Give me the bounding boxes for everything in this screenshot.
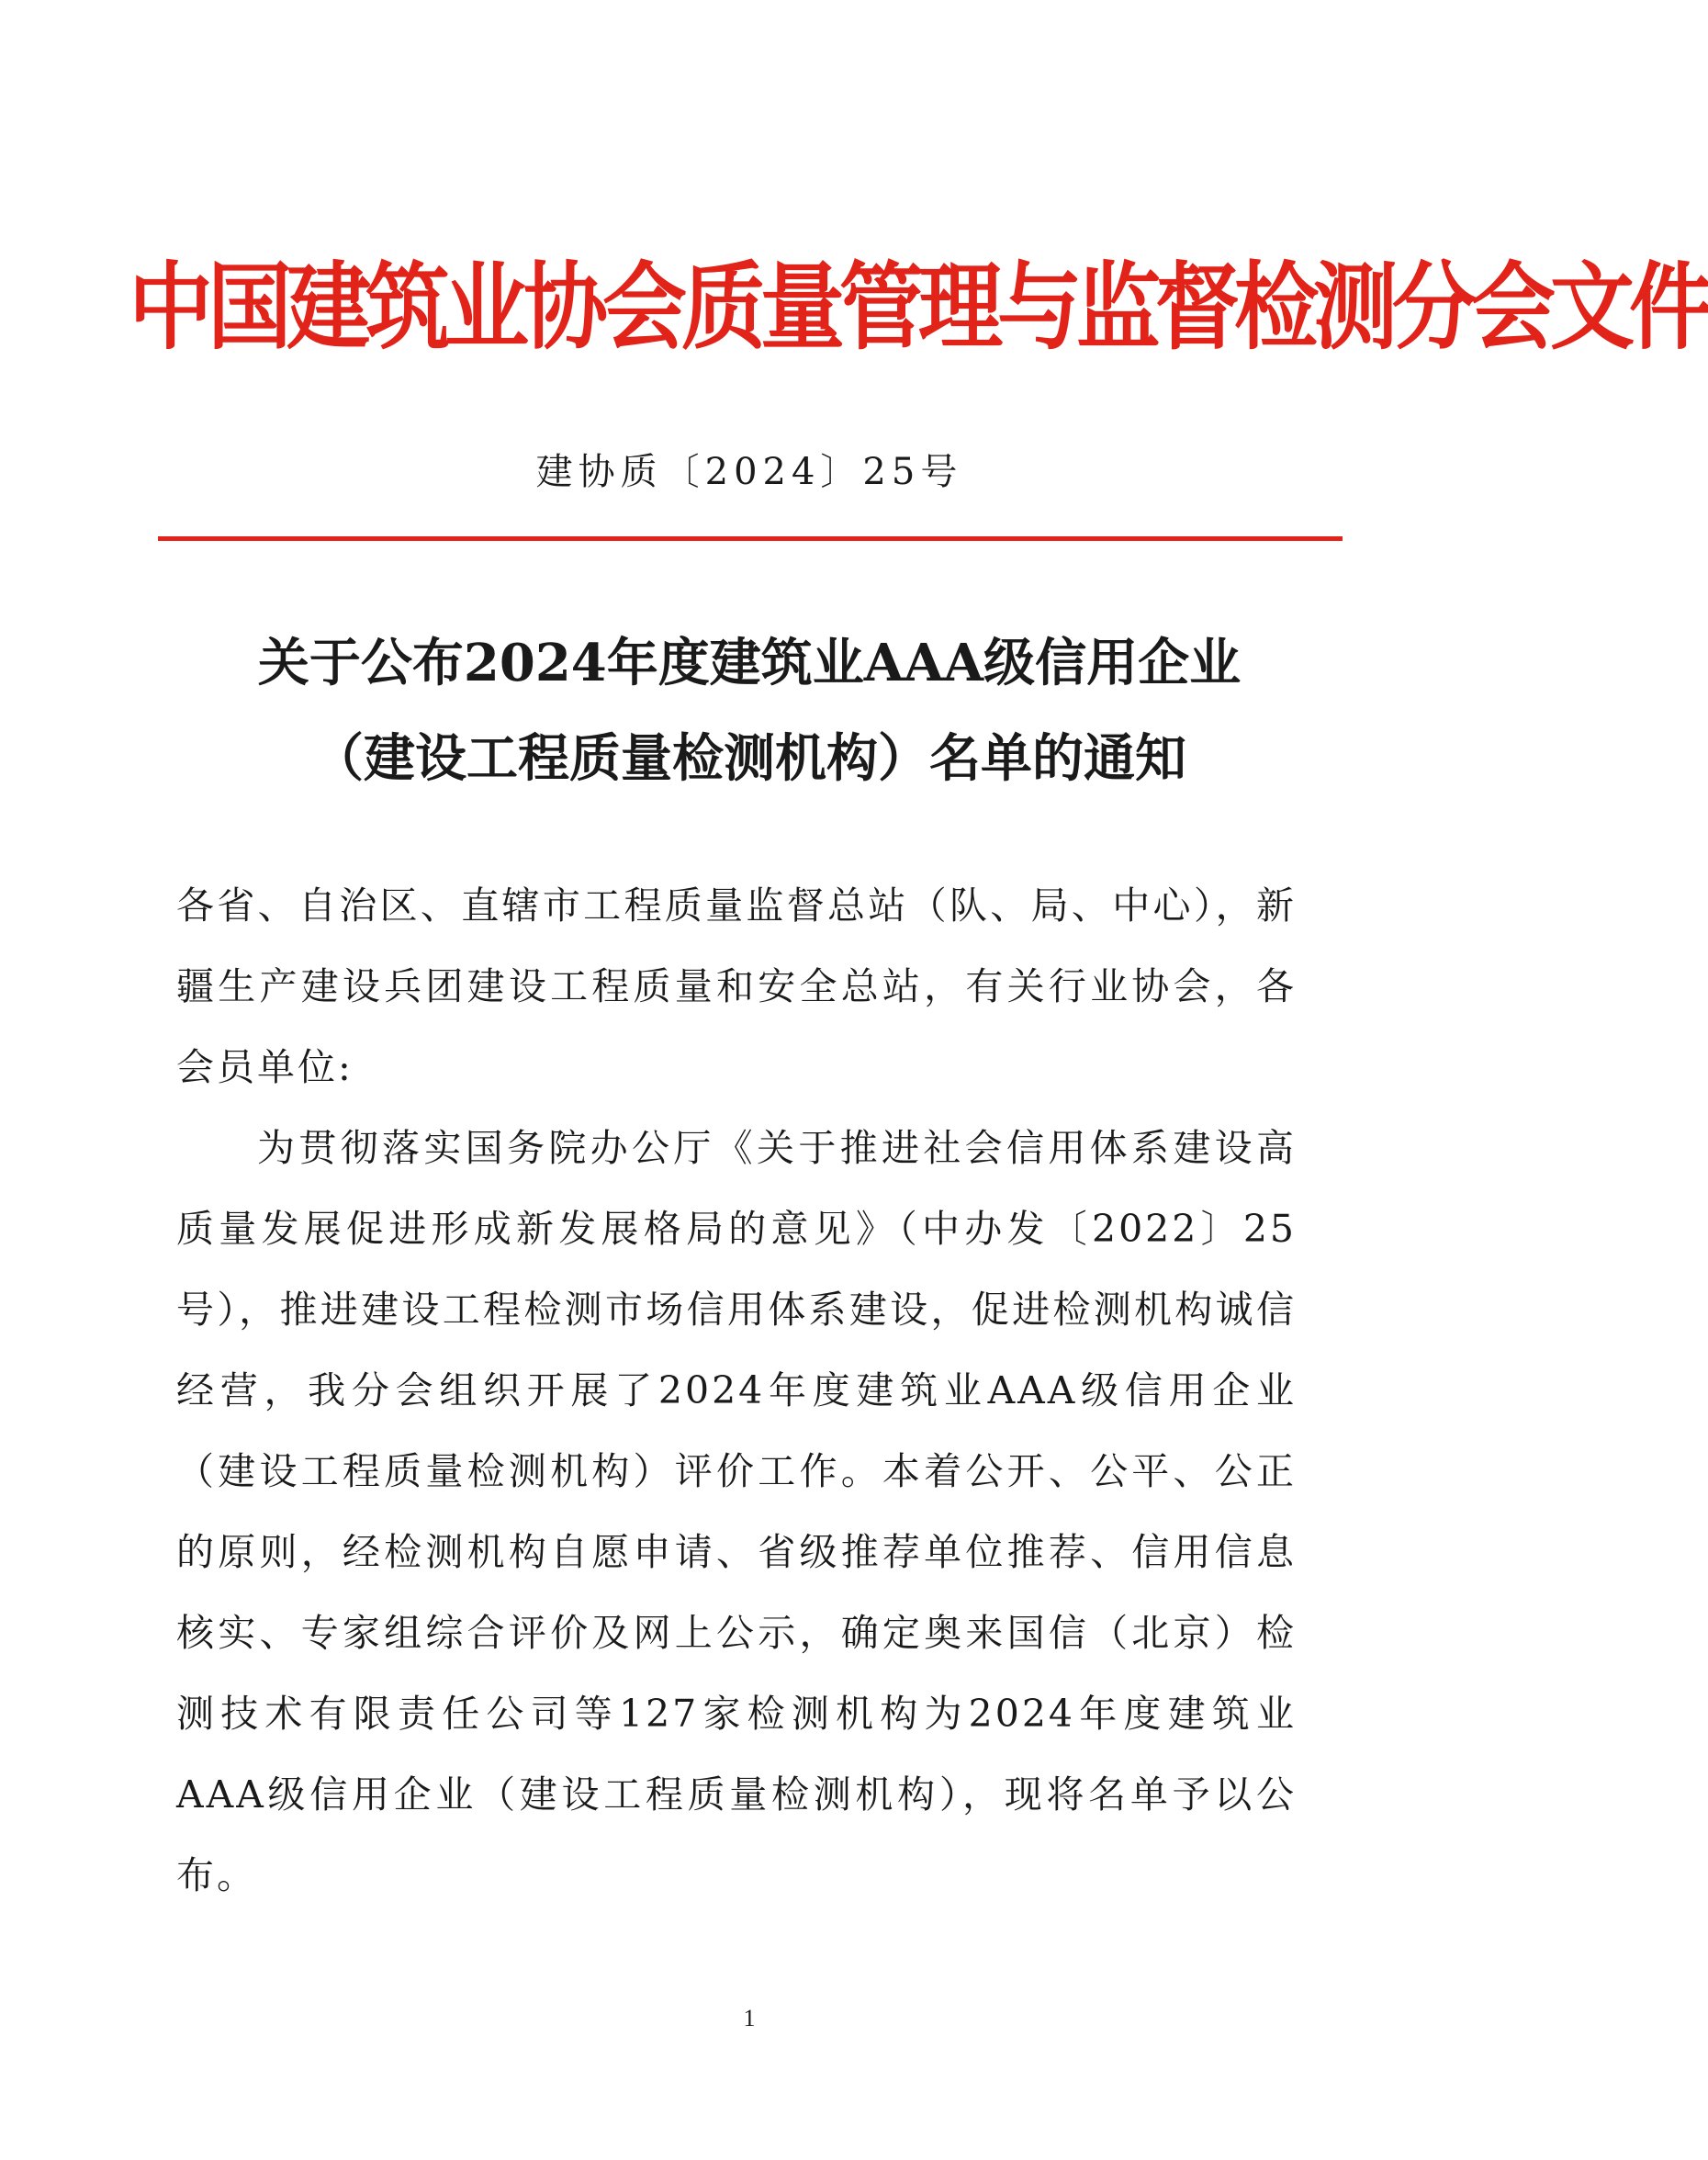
salutation: 各省、自治区、直辖市工程质量监督总站（队、局、中心），新疆生产建设兵团建设工程质量和安全总站，有关行业协会，各会员单位: bbox=[176, 883, 1297, 1089]
body-paragraph: 为贯彻落实国务院办公厅《关于推进社会信用体系建设高质量发展促进形成新发展格局的意见》（中办发〔2022〕25号），推进建设工程检测市场信用体系建设，促进检测机构诚信经营，我分会组织开展了2024年度建筑业AAA级信用企业（建设工程质量检测机构）评价工作。本着公开、公平、公正的原则，经检测机构自愿申请、省级推荐单位推荐、信用信息核实、专家组综合评价及网上公示，确定奥来国信（北京）检测技术有限责任公司等127家检测机构为2024年度建筑业AAA级信用企业（建设工程质量检测机构），现将名单予以公布。 bbox=[176, 1126, 1297, 1897]
notice-body bbox=[176, 865, 1297, 1916]
red-header-title: 中国建筑业协会质量管理与监督检测分会文件 bbox=[129, 252, 1708, 363]
notice-title-line-1: 关于公布2024年度建筑业AAA级信用企业 bbox=[257, 633, 1242, 693]
red-divider-line bbox=[158, 536, 1343, 541]
notice-title-line-2: （建设工程质量检测机构）名单的通知 bbox=[312, 728, 1186, 789]
notice-title bbox=[0, 615, 1499, 806]
document-number: 建协质〔2024〕25号 bbox=[535, 451, 963, 493]
page-number: 1 bbox=[743, 2005, 756, 2031]
